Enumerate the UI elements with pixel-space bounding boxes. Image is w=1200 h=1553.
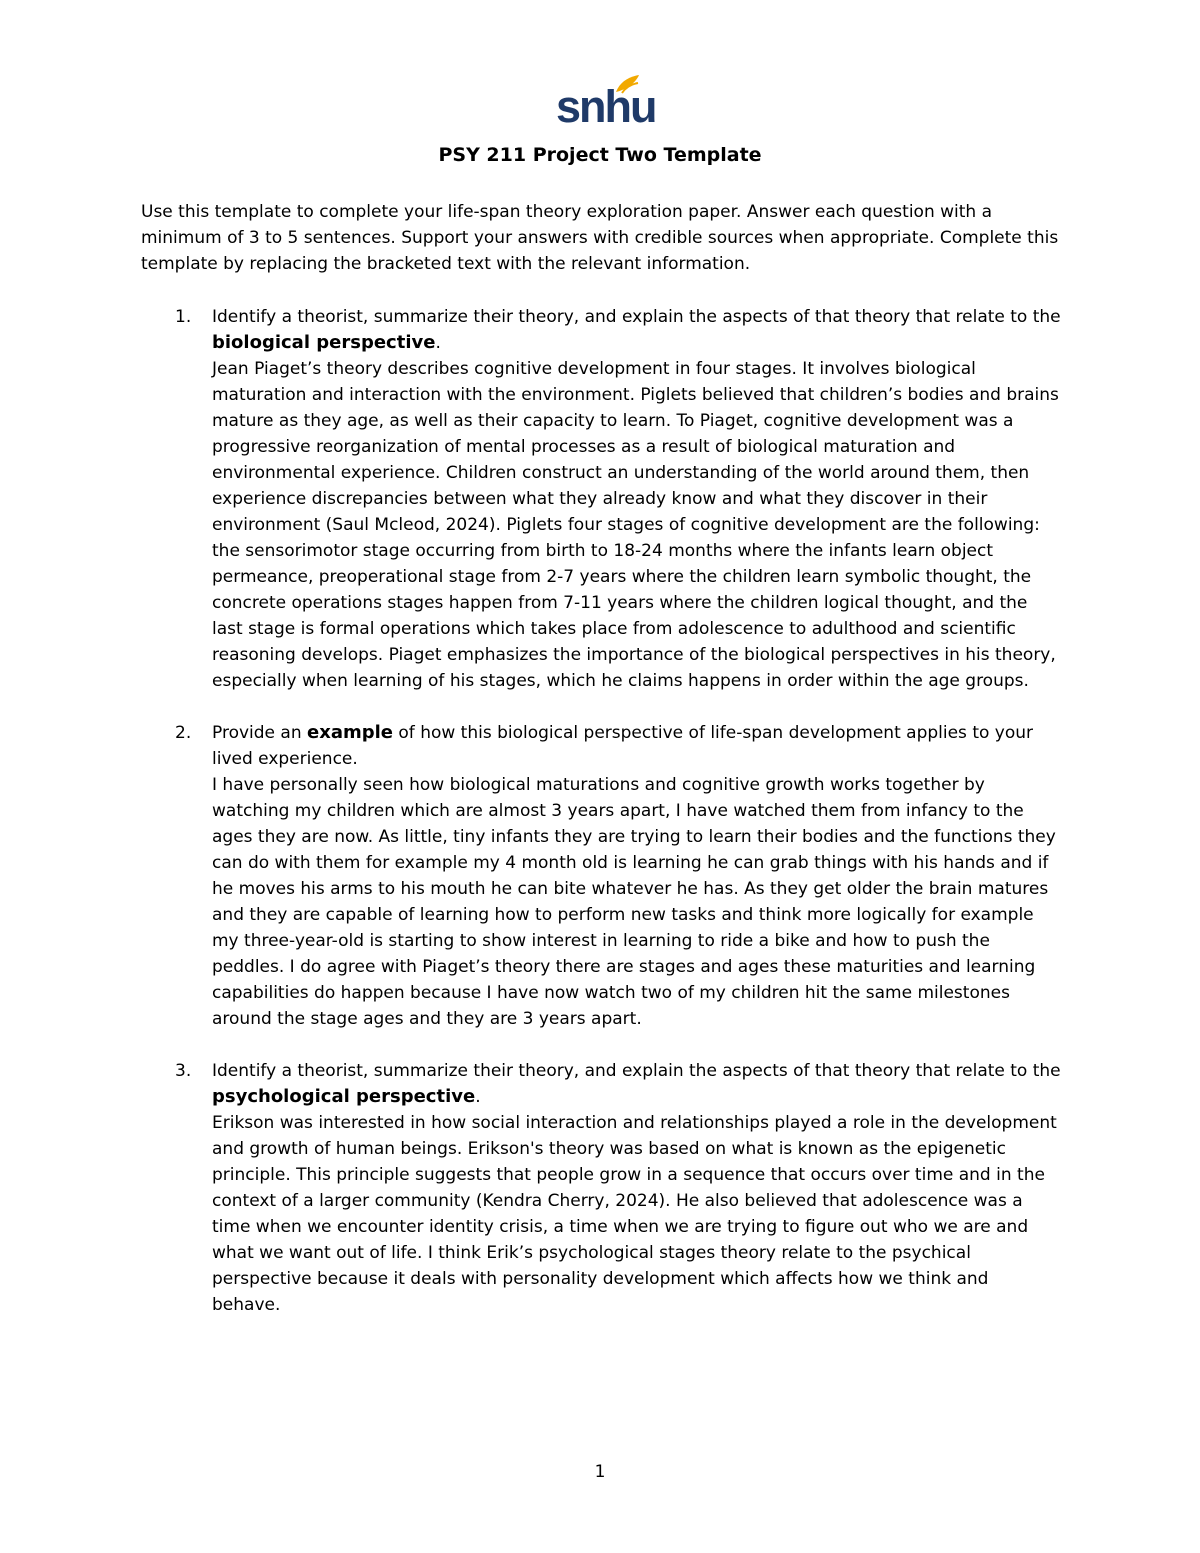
prompt-emphasis: biological perspective bbox=[212, 332, 436, 353]
question-prompt: Identify a theorist, summarize their theory, and explain the aspects of that theory that relate to the biological perspective. bbox=[212, 307, 1061, 353]
question-list bbox=[0, 304, 1200, 1344]
answer-text: I have personally seen how biological maturations and cognitive growth works together by watching my children which are almost 3 years apart, I have watched them from infancy to the ages they are now. As little, tiny infants they are trying to learn their bodies and the functions they can do with them for example my 4 month old is learning he can grab things with his hands and if he moves his arms to his mouth he can bite whatever he has. As they get older the brain matures and they are capable of learning how to perform new tasks and think more logically for example my three-year-old is starting to show interest in learning to ride a bike and how to push the peddles. I do agree with Piaget’s theory there are stages and ages these maturities and learning capabilities do happen because I have now watch two of my children hit the same milestones around the stage ages and they are 3 years apart. bbox=[212, 775, 1056, 1029]
snhu-logo bbox=[556, 74, 656, 132]
answer-text: Erikson was interested in how social interaction and relationships played a role in the development and growth of human beings. Erikson's theory was based on what is known as the epigenetic principle. This principle suggests that people grow in a sequence that occurs over time and in the context of a larger community (Kendra Cherry, 2024). He also believed that adolescence was a time when we encounter identity crisis, a time when we are trying to figure out who we are and what we want out of life. I think Erik’s psychological stages theory relate to the psychical perspective because it deals with personality development which affects how we think and behave. bbox=[212, 1113, 1057, 1315]
question-item-1 bbox=[0, 304, 1200, 694]
question-prompt: Provide an example of how this biological perspective of life-span development applies to your lived experience. bbox=[212, 722, 1034, 769]
question-item-3 bbox=[0, 1058, 1200, 1318]
prompt-emphasis: psychological perspective bbox=[212, 1086, 476, 1107]
intro-paragraph: Use this template to complete your life-span theory exploration paper. Answer each question with a minimum of 3 to 5 sentences. Support your answers with credible sources when appropriate. Complete this template by replacing the bracketed text with the relevant information. bbox=[141, 202, 1059, 274]
prompt-emphasis: example bbox=[307, 722, 393, 743]
page-title: PSY 211 Project Two Template bbox=[438, 144, 762, 166]
logo-wordmark: snhu bbox=[556, 81, 656, 132]
question-item-2 bbox=[0, 720, 1200, 1032]
question-number: 2. bbox=[175, 723, 192, 743]
answer-text: Jean Piaget’s theory describes cognitive development in four stages. It involves biological maturation and interaction with the environment. Piglets believed that children’s bodies and brains mature as they age, as well as their capacity to learn. To Piaget, cognitive development was a progressive reorganization of mental processes as a result of biological maturation and environmental experience. Children construct an understanding of the world around them, then experience discrepancies between what they already know and what they discover in their environment (Saul Mcleod, 2024). Piglets four stages of cognitive development are the following: the sensorimotor stage occurring from birth to 18-24 months where the infants learn object permeance, preoperational stage from 2-7 years where the children learn symbolic thought, the concrete operations stages happen from 7-11 years where the children logical thought, and the last stage is formal operations which takes place from adolescence to adulthood and scientific reasoning develops. Piaget emphasizes the importance of the biological perspectives in his theory, especially when learning of his stages, which he claims happens in order within the age groups. bbox=[212, 359, 1059, 691]
question-prompt: Identify a theorist, summarize their theory, and explain the aspects of that theory that relate to the psychological perspective. bbox=[212, 1061, 1061, 1107]
page-number: 1 bbox=[594, 1462, 606, 1482]
question-number: 1. bbox=[175, 307, 192, 327]
question-number: 3. bbox=[175, 1061, 192, 1081]
